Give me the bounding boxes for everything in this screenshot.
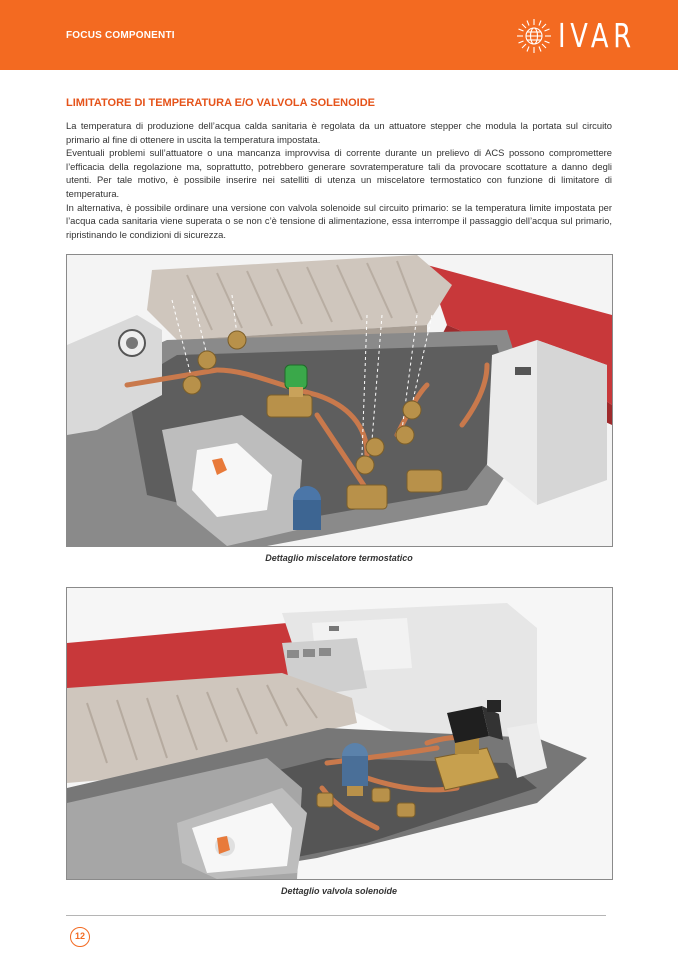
logo-text: IVAR <box>558 16 636 55</box>
paragraph: Eventuali problemi sull’attuatore o una mancanza improvvisa di corrente durante un prelievo di ACS possono compromettere l’efficacia della regolazione ma, soprattutto, potrebbero generare sovratemperature tali da provocare scottature a danno degli utenti. Per tale motivo, è possibile inserire nei satelliti di utenza un miscelatore termostatico con funzione di limitatore di temperatura. <box>66 147 612 199</box>
body-text <box>66 119 612 241</box>
header-title: FOCUS COMPONENTI <box>66 30 175 41</box>
page-number: 12 <box>70 927 90 947</box>
paragraph: La temperatura di produzione dell’acqua calda sanitaria è regolata da un attuatore stepper che modula la portata sul circuito primario al fine di ottenere in uscita la temperatura impostata. <box>66 120 612 145</box>
thermostatic-mixer-image <box>66 254 613 547</box>
solenoid-valve-image <box>66 587 613 880</box>
ivar-logo <box>516 16 636 56</box>
page-header <box>0 0 678 70</box>
figure-caption: Dettaglio valvola solenoide <box>280 886 398 896</box>
ivar-sun-globe-icon <box>516 18 552 54</box>
figure-caption: Dettaglio miscelatore termostatico <box>265 553 413 563</box>
section-title: LIMITATORE DI TEMPERATURA E/O VALVOLA SOLENOIDE <box>66 97 376 109</box>
paragraph: In alternativa, è possibile ordinare una versione con valvola solenoide sul circuito primario: se la temperatura limite impostata per l’acqua cada sanitaria viene superata o se non c’è tensione di alimentazione, essa interrompe il passaggio dell’acqua sul primario, ripristinando le condizioni di sicurezza. <box>66 201 612 240</box>
footer-divider <box>66 915 606 916</box>
